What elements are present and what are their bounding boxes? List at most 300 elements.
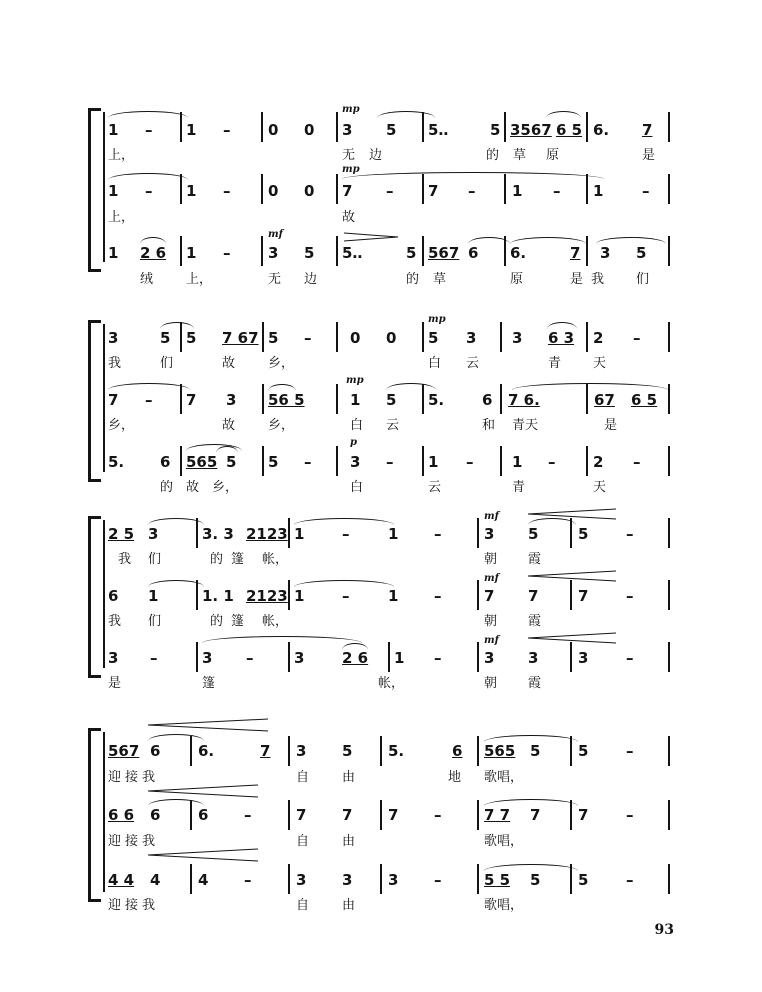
crescendo-hairpin: [528, 632, 618, 644]
note: 0: [268, 182, 279, 200]
note: 2 5: [108, 525, 135, 543]
lyric: 篷: [202, 676, 216, 691]
lyric: 边: [304, 272, 318, 287]
note: 2123: [246, 525, 288, 543]
note: 5: [428, 329, 439, 347]
barline: [388, 642, 390, 672]
dynamic-mark: mp: [342, 164, 360, 175]
note: 3567: [510, 121, 552, 139]
system-start-barline: [103, 324, 105, 472]
barline: [668, 174, 670, 204]
lyric: 由: [342, 898, 356, 913]
note: 5‥: [428, 121, 449, 139]
slur: [140, 237, 166, 244]
note: 3: [108, 649, 119, 667]
note: 3: [108, 329, 119, 347]
note: –: [626, 525, 634, 543]
note: 3: [296, 742, 307, 760]
note: 3: [484, 649, 495, 667]
note: –: [244, 871, 252, 889]
note: 1: [186, 121, 197, 139]
lyric: 故: [222, 356, 236, 371]
slur: [294, 580, 394, 587]
note: 2 6: [342, 649, 369, 667]
note: 6: [160, 453, 171, 471]
note: 7: [342, 182, 353, 200]
slur: [468, 237, 510, 244]
lyric: 青天: [512, 418, 539, 433]
note: 567: [428, 244, 460, 262]
system-brace: [88, 108, 101, 272]
note: 5: [226, 453, 237, 471]
note: 6: [452, 742, 463, 760]
note: –: [342, 525, 350, 543]
lyric: 帐，: [262, 552, 289, 567]
note: 7 6.: [508, 391, 540, 409]
note: –: [642, 182, 650, 200]
note: 3: [466, 329, 477, 347]
lyric: 的篷: [210, 552, 253, 567]
lyric: 自: [296, 770, 310, 785]
lyric: 是: [642, 148, 656, 163]
lyric: 无: [268, 272, 282, 287]
barline: [500, 384, 502, 414]
note: 4: [150, 871, 161, 889]
note: 4 4: [108, 871, 135, 889]
note: –: [434, 587, 442, 605]
note: 5: [406, 244, 417, 262]
crescendo-hairpin: [528, 570, 618, 582]
lyric: 云: [386, 418, 400, 433]
note: 7: [428, 182, 439, 200]
barline: [196, 642, 198, 672]
note: 0: [386, 329, 397, 347]
slur: [484, 799, 578, 806]
note: 5.: [428, 391, 445, 409]
lyric: 故: [342, 210, 356, 225]
note: 0: [304, 182, 315, 200]
lyric: 歌唱，: [484, 770, 524, 785]
barline: [262, 322, 264, 352]
lyric: 无边: [342, 148, 397, 163]
note: 1: [512, 453, 523, 471]
lyric: 朝: [484, 676, 498, 691]
barline: [570, 642, 572, 672]
note: 7: [186, 391, 197, 409]
lyric: 和: [482, 418, 496, 433]
barline: [668, 236, 670, 266]
barline: [477, 642, 479, 672]
note: 3: [512, 329, 523, 347]
lyric: 乡，: [268, 418, 295, 433]
note: 567: [108, 742, 140, 760]
barline: [668, 736, 670, 766]
lyric: 白: [350, 418, 364, 433]
barline: [668, 112, 670, 142]
barline: [477, 800, 479, 830]
note: –: [626, 871, 634, 889]
barline: [336, 322, 338, 352]
barline: [288, 518, 290, 548]
lyric: 的篷: [210, 614, 253, 629]
note: –: [548, 453, 556, 471]
slur: [202, 636, 362, 643]
lyric: 青: [512, 480, 526, 495]
lyric: 帐，: [378, 676, 405, 691]
slur: [547, 322, 577, 329]
note: 3: [268, 244, 279, 262]
note: 6: [198, 806, 209, 824]
barline: [180, 446, 182, 476]
note: 2: [593, 329, 604, 347]
note: 3: [528, 649, 539, 667]
system-brace: [88, 728, 101, 902]
note: –: [244, 806, 252, 824]
dynamic-mark: mp: [342, 104, 360, 115]
note: 565: [186, 453, 218, 471]
slur: [108, 383, 190, 390]
note: 3: [296, 871, 307, 889]
note: 5: [636, 244, 647, 262]
barline: [336, 112, 338, 142]
note: 7: [530, 806, 541, 824]
barline: [586, 112, 588, 142]
lyric: 原: [546, 148, 560, 163]
note: 1: [394, 649, 405, 667]
note: 7: [578, 587, 589, 605]
note: 1: [186, 244, 197, 262]
note: 5: [386, 121, 397, 139]
barline: [477, 518, 479, 548]
barline: [380, 736, 382, 766]
lyric: 朝: [484, 552, 498, 567]
slur: [160, 322, 194, 329]
lyric: 由: [342, 770, 356, 785]
system-start-barline: [103, 732, 105, 892]
note: –: [468, 182, 476, 200]
dynamic-mark: mp: [346, 375, 364, 386]
note: 7: [388, 806, 399, 824]
note: 2123: [246, 587, 288, 605]
note: –: [626, 742, 634, 760]
note: 5.: [388, 742, 405, 760]
note: 6.: [593, 121, 610, 139]
note: 1: [388, 587, 399, 605]
note: 56 5: [268, 391, 305, 409]
note: 5: [578, 525, 589, 543]
lyric: 们: [160, 356, 174, 371]
note: –: [386, 182, 394, 200]
note: 5: [386, 391, 397, 409]
lyric: 乡，: [268, 356, 295, 371]
system-start-barline: [103, 520, 105, 668]
note: 0: [304, 121, 315, 139]
lyric: 我: [108, 614, 122, 629]
note: –: [386, 453, 394, 471]
barline: [422, 236, 424, 266]
note: 1: [428, 453, 439, 471]
note: –: [150, 649, 158, 667]
note: 5: [578, 742, 589, 760]
system-brace: [88, 516, 101, 678]
lyric: 乡，: [212, 480, 239, 495]
note: 7 7: [484, 806, 511, 824]
note: 1: [148, 587, 159, 605]
note: 3: [202, 649, 213, 667]
note: 6.: [510, 244, 527, 262]
note: 6 3: [548, 329, 575, 347]
lyric: 霞: [528, 552, 542, 567]
lyric: 歌唱，: [484, 834, 524, 849]
lyric: 白: [350, 480, 364, 495]
page-number: 93: [654, 922, 674, 938]
note: 6: [150, 806, 161, 824]
note: 5: [490, 121, 501, 139]
lyric: 故: [222, 418, 236, 433]
lyric: 是我: [570, 272, 613, 287]
lyric: 绒: [140, 272, 154, 287]
note: –: [466, 453, 474, 471]
note: –: [145, 182, 153, 200]
slur: [342, 172, 604, 179]
slur: [386, 383, 436, 390]
barline: [190, 864, 192, 894]
slur: [596, 237, 666, 244]
barline: [668, 580, 670, 610]
note: 5: [528, 525, 539, 543]
slur: [268, 384, 296, 391]
dynamic-mark: p: [350, 437, 357, 448]
note: 5: [268, 329, 279, 347]
barline: [570, 580, 572, 610]
barline: [504, 112, 506, 142]
barline: [261, 174, 263, 204]
note: 5: [530, 871, 541, 889]
lyric: 乡，: [108, 418, 135, 433]
note: 3: [350, 453, 361, 471]
note: 1: [186, 182, 197, 200]
lyric: 迎接我: [108, 834, 160, 849]
lyric: 我: [108, 356, 122, 371]
slur: [546, 111, 581, 118]
slur: [148, 518, 204, 525]
note: 5: [530, 742, 541, 760]
barline: [336, 384, 338, 414]
barline: [586, 446, 588, 476]
lyric: 是: [604, 418, 618, 433]
system-start-barline: [103, 112, 105, 262]
lyric: 白: [428, 356, 442, 371]
barline: [380, 800, 382, 830]
note: –: [223, 244, 231, 262]
note: 1: [350, 391, 361, 409]
lyric: 们: [636, 272, 650, 287]
note: –: [626, 806, 634, 824]
note: 7: [484, 587, 495, 605]
barline: [668, 800, 670, 830]
barline: [288, 864, 290, 894]
note: 6 5: [556, 121, 583, 139]
barline: [477, 580, 479, 610]
note: 1: [294, 525, 305, 543]
note: 0: [268, 121, 279, 139]
lyric: 上，: [186, 272, 213, 287]
lyric: 云: [466, 356, 480, 371]
barline: [180, 236, 182, 266]
note: –: [626, 649, 634, 667]
note: 1: [108, 121, 119, 139]
note: 3: [342, 871, 353, 889]
lyric: 们: [148, 614, 162, 629]
slur: [148, 734, 204, 741]
note: –: [145, 121, 153, 139]
note: 7: [342, 806, 353, 824]
note: –: [553, 182, 561, 200]
note: 3: [342, 121, 353, 139]
lyric: 上，: [108, 148, 135, 163]
note: 3: [388, 871, 399, 889]
barline: [586, 236, 588, 266]
note: 5: [160, 329, 171, 347]
lyric: 歌唱，: [484, 898, 524, 913]
note: 1. 1: [202, 587, 234, 605]
decrescendo-hairpin: [344, 232, 400, 242]
note: 6.: [198, 742, 215, 760]
note: 5: [186, 329, 197, 347]
note: 3: [600, 244, 611, 262]
note: 7 67: [222, 329, 259, 347]
note: 6: [150, 742, 161, 760]
lyric: 的草: [406, 272, 461, 287]
barline: [336, 236, 338, 266]
slur: [484, 864, 578, 871]
barline: [668, 384, 670, 414]
lyric: 自: [296, 834, 310, 849]
barline: [586, 322, 588, 352]
barline: [288, 800, 290, 830]
lyric: 们: [148, 552, 162, 567]
note: 5: [578, 871, 589, 889]
note: 3: [484, 525, 495, 543]
note: –: [434, 871, 442, 889]
note: 3: [578, 649, 589, 667]
note: 7: [528, 587, 539, 605]
note: 2: [593, 453, 604, 471]
barline: [668, 642, 670, 672]
note: 1: [108, 182, 119, 200]
note: 5: [304, 244, 315, 262]
lyric: 天: [593, 356, 607, 371]
note: 6: [482, 391, 493, 409]
note: 7: [260, 742, 271, 760]
lyric: 帐，: [262, 614, 289, 629]
note: 7: [570, 244, 581, 262]
barline: [288, 580, 290, 610]
barline: [668, 518, 670, 548]
lyric: 朝: [484, 614, 498, 629]
slur: [148, 799, 204, 806]
note: 1: [388, 525, 399, 543]
lyric: 青: [548, 356, 562, 371]
crescendo-hairpin: [148, 784, 260, 798]
barline: [262, 446, 264, 476]
note: 1: [512, 182, 523, 200]
note: 5.: [108, 453, 125, 471]
note: 67: [594, 391, 615, 409]
note: 1: [294, 587, 305, 605]
note: –: [633, 329, 641, 347]
note: –: [434, 649, 442, 667]
note: 1: [593, 182, 604, 200]
slur: [108, 111, 188, 118]
slur: [510, 237, 586, 244]
lyric: 迎接我: [108, 770, 160, 785]
note: 2 6: [140, 244, 167, 262]
slur: [484, 735, 578, 742]
note: 3: [226, 391, 237, 409]
barline: [261, 112, 263, 142]
note: 3: [294, 649, 305, 667]
note: –: [626, 587, 634, 605]
dynamic-mark: mp: [428, 314, 446, 325]
note: 5‥: [342, 244, 363, 262]
dynamic-mark: mf: [484, 511, 499, 522]
note: 565: [484, 742, 516, 760]
lyric: 的草: [486, 148, 541, 163]
note: 0: [350, 329, 361, 347]
note: 7: [296, 806, 307, 824]
barline: [262, 384, 264, 414]
crescendo-hairpin: [148, 718, 270, 732]
barline: [288, 736, 290, 766]
note: –: [223, 121, 231, 139]
note: 6 6: [108, 806, 135, 824]
barline: [668, 322, 670, 352]
note: –: [145, 391, 153, 409]
slur: [108, 173, 188, 180]
note: –: [304, 329, 312, 347]
note: –: [304, 453, 312, 471]
lyric: 原: [510, 272, 524, 287]
note: 6 5: [631, 391, 658, 409]
barline: [288, 642, 290, 672]
note: –: [342, 587, 350, 605]
slur: [216, 446, 238, 453]
lyric: 自: [296, 898, 310, 913]
lyric: 霞: [528, 614, 542, 629]
barline: [477, 864, 479, 894]
barline: [380, 864, 382, 894]
barline: [500, 446, 502, 476]
barline: [422, 446, 424, 476]
lyric: 我: [118, 552, 132, 567]
lyric: 故: [186, 480, 200, 495]
lyric: 霞: [528, 676, 542, 691]
slur: [148, 580, 204, 587]
note: 7: [578, 806, 589, 824]
lyric: 地: [448, 770, 462, 785]
lyric: 上，: [108, 210, 135, 225]
note: 7: [642, 121, 653, 139]
barline: [422, 322, 424, 352]
slur: [294, 518, 394, 525]
note: 3. 3: [202, 525, 234, 543]
barline: [336, 446, 338, 476]
note: 5: [268, 453, 279, 471]
note: –: [633, 453, 641, 471]
note: 6: [468, 244, 479, 262]
dynamic-mark: mf: [484, 635, 499, 646]
